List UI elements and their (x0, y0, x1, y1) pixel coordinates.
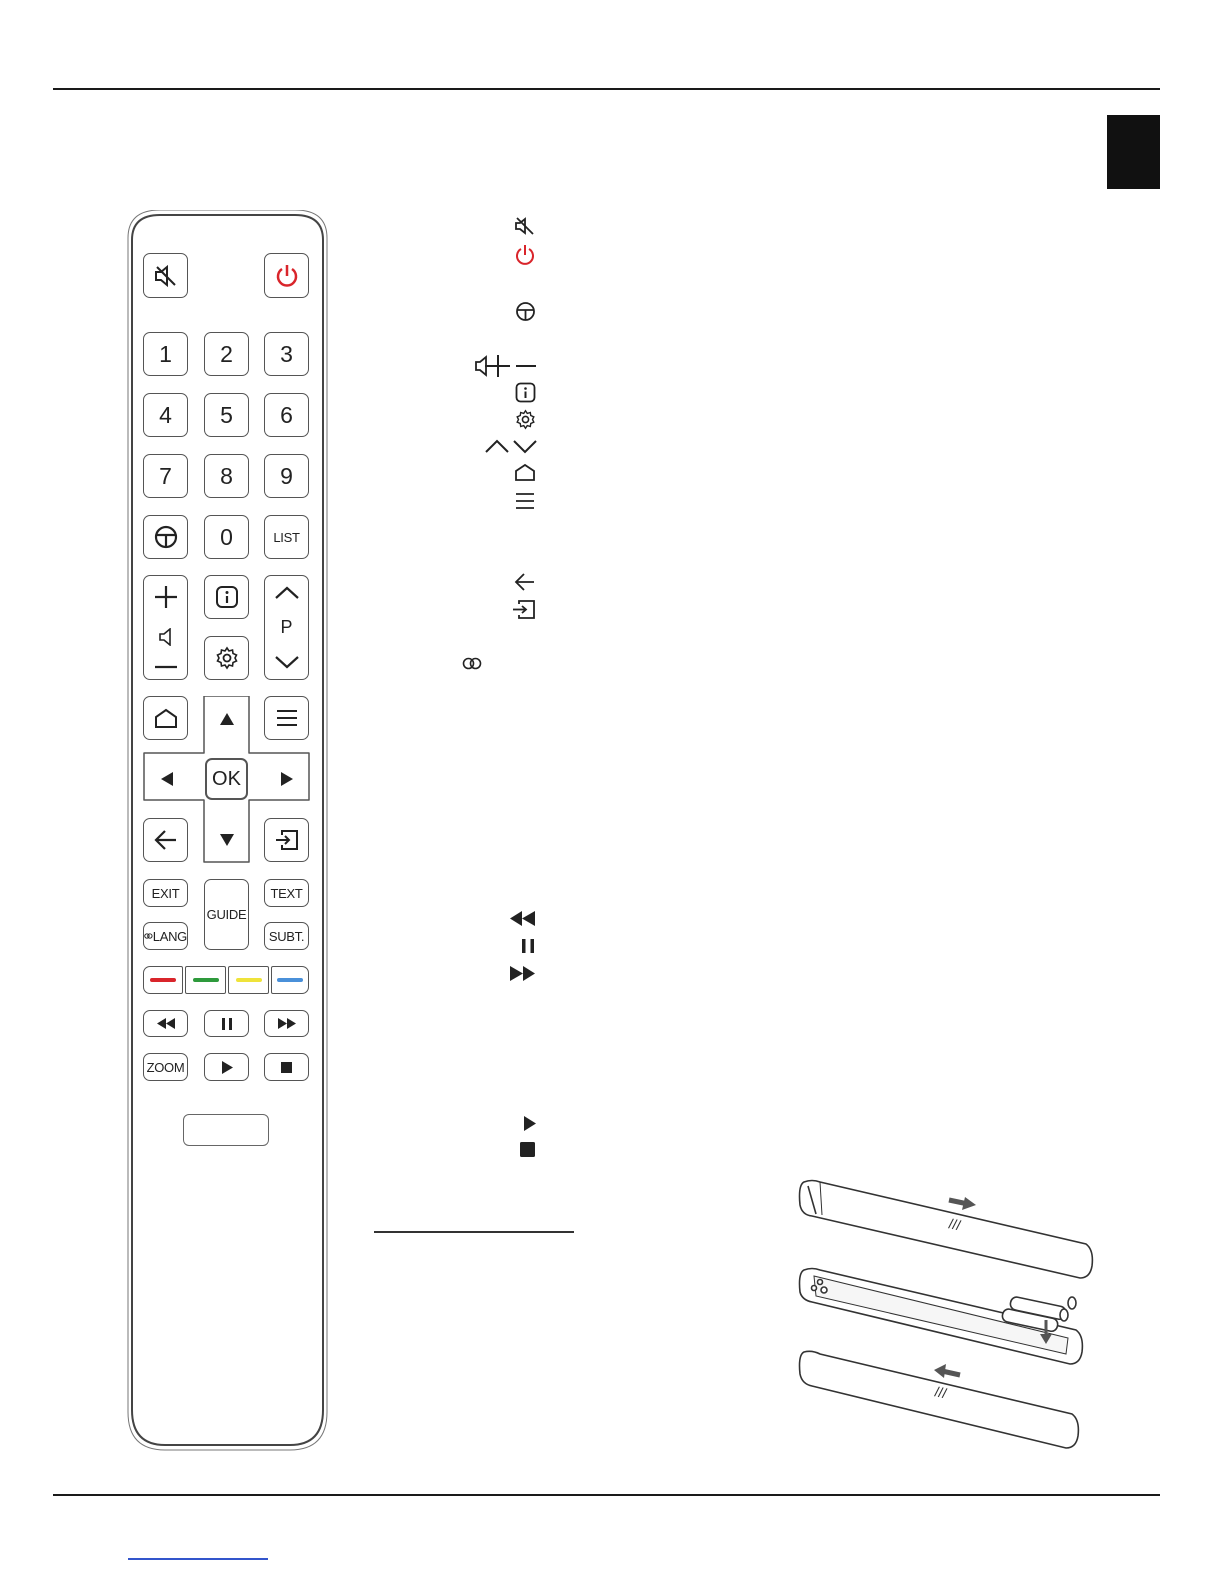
volume-icon (474, 354, 538, 378)
lang-button[interactable] (143, 922, 188, 950)
rewind-icon (509, 911, 536, 926)
play-icon (523, 1116, 536, 1131)
fast-forward-button[interactable] (264, 1010, 309, 1037)
triangle-left-icon (160, 771, 174, 787)
svg-text:///: /// (933, 1383, 949, 1402)
gear-icon (215, 646, 239, 670)
number-2-button[interactable]: 2 (204, 332, 249, 376)
triangle-up-icon (219, 712, 235, 726)
dpad-right-button[interactable] (264, 757, 309, 801)
menu-icon (514, 491, 536, 511)
svg-text:///: /// (947, 1215, 963, 1234)
source-input-icon (274, 829, 300, 851)
pause-icon (221, 1018, 233, 1030)
dpad-down-button[interactable] (204, 818, 249, 862)
play-icon (221, 1061, 233, 1074)
yellow-key-bar (236, 978, 262, 982)
source-input-icon (511, 599, 536, 620)
info-button[interactable] (204, 575, 249, 619)
red-key-bar (150, 978, 176, 982)
green-key-bar (193, 978, 219, 982)
section-heading-underline (374, 1231, 574, 1233)
pause-button[interactable] (204, 1010, 249, 1037)
volume-rocker[interactable] (143, 575, 188, 680)
power-icon (274, 263, 300, 289)
header-rule (53, 88, 1160, 90)
footer-rule (53, 1494, 1160, 1496)
triangle-down-icon (219, 833, 235, 847)
blue-key-button[interactable] (271, 966, 309, 994)
battery-installation-illustration (790, 1170, 1100, 1460)
back-arrow-icon (153, 829, 179, 851)
triangle-right-icon (280, 771, 294, 787)
footer-link-underline (128, 1558, 268, 1560)
plus-icon (153, 584, 179, 610)
number-8-button[interactable]: 8 (204, 454, 249, 498)
number-6-button[interactable]: 6 (264, 393, 309, 437)
teletext-button[interactable] (143, 515, 188, 559)
info-icon (215, 585, 239, 609)
green-key-button[interactable] (185, 966, 226, 994)
audio-language-icon (462, 657, 482, 670)
number-3-button[interactable]: 3 (264, 332, 309, 376)
number-1-button[interactable]: 1 (143, 332, 188, 376)
program-label: P (280, 617, 293, 637)
fast-forward-icon (277, 1018, 297, 1029)
fast-forward-icon (509, 966, 536, 981)
cover-open-step (800, 1181, 1093, 1279)
power-icon (514, 244, 536, 266)
back-button[interactable] (143, 818, 188, 862)
audio-language-icon (144, 932, 153, 940)
play-button[interactable] (204, 1053, 249, 1081)
pause-icon (521, 939, 535, 953)
ok-button[interactable]: OK (205, 758, 248, 800)
yellow-key-button[interactable] (228, 966, 269, 994)
dpad-up-button[interactable] (204, 697, 249, 741)
number-5-button[interactable]: 5 (204, 393, 249, 437)
gear-icon (515, 409, 536, 430)
rewind-button[interactable] (143, 1010, 188, 1037)
rewind-icon (156, 1018, 176, 1029)
exit-button[interactable]: EXIT (143, 879, 188, 907)
cover-close-step (800, 1351, 1079, 1448)
teletext-icon (153, 524, 179, 550)
chevron-up-down-icon (485, 438, 537, 454)
stop-button[interactable] (264, 1053, 309, 1081)
mute-button[interactable] (143, 253, 188, 298)
program-rocker[interactable] (264, 575, 309, 680)
number-7-button[interactable]: 7 (143, 454, 188, 498)
logo-plate (183, 1114, 269, 1146)
red-key-button[interactable] (143, 966, 183, 994)
number-9-button[interactable]: 9 (264, 454, 309, 498)
chevron-up-icon (274, 586, 300, 600)
stop-icon (281, 1062, 292, 1073)
zoom-button[interactable]: ZOOM (143, 1053, 188, 1081)
back-arrow-icon (514, 572, 536, 592)
blue-key-bar (277, 978, 303, 982)
mute-icon (153, 263, 179, 289)
dpad-left-button[interactable] (144, 757, 189, 801)
minus-icon (153, 663, 179, 671)
stop-icon (520, 1142, 535, 1157)
teletext-icon (515, 301, 536, 322)
language-tab (1107, 115, 1160, 189)
settings-button[interactable] (204, 636, 249, 680)
guide-button[interactable]: GUIDE (204, 879, 249, 950)
power-button[interactable] (264, 253, 309, 298)
mute-icon (514, 216, 536, 236)
source-button[interactable] (264, 818, 309, 862)
list-button[interactable]: LIST (264, 515, 309, 559)
volume-icon (158, 628, 174, 646)
lang-label: LANG (152, 928, 187, 944)
home-icon (514, 463, 536, 482)
subtitle-button[interactable]: SUBT. (264, 922, 309, 950)
number-0-button[interactable]: 0 (204, 515, 249, 559)
chevron-down-icon (274, 655, 300, 669)
text-button[interactable]: TEXT (264, 879, 309, 907)
battery-compartment-step (800, 1269, 1083, 1365)
number-4-button[interactable]: 4 (143, 393, 188, 437)
info-icon (515, 382, 536, 403)
